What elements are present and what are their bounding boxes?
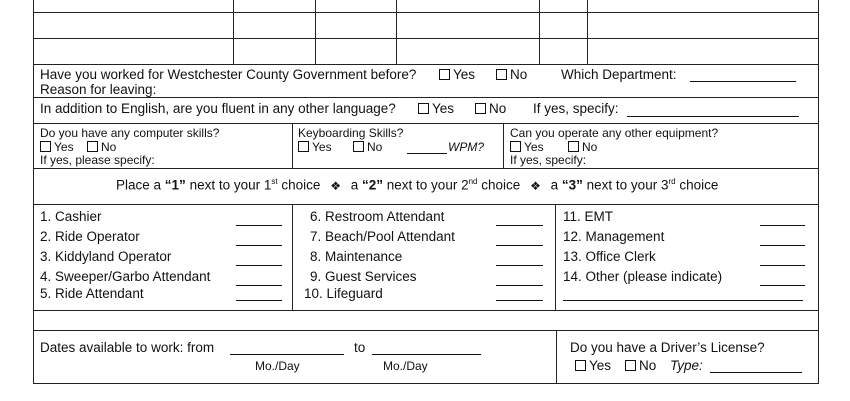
date-to-field[interactable] — [372, 354, 481, 355]
table-rule — [396, 0, 397, 64]
checkbox-icon[interactable] — [475, 103, 486, 114]
row-divider — [33, 123, 819, 124]
checkbox-icon[interactable] — [625, 360, 636, 371]
checkbox-icon[interactable] — [510, 141, 521, 152]
computer-no-label: No — [101, 140, 117, 154]
license-no-label: No — [639, 358, 657, 373]
choice-text: a — [350, 177, 359, 193]
position-item: 12. Management — [563, 229, 665, 244]
choice-text: choice — [481, 177, 521, 193]
table-cell[interactable] — [34, 13, 232, 37]
table-rule — [233, 0, 234, 64]
q-language: In addition to English, are you fluent in any other language? — [40, 101, 396, 116]
choice-text: next to your 2 — [386, 177, 469, 193]
table-rule — [33, 64, 819, 65]
license-yes-option[interactable] — [575, 358, 611, 373]
lang-no-label: No — [489, 101, 507, 116]
equipment-yes-option[interactable] — [510, 140, 544, 154]
equipment-specify-label: If yes, specify: — [510, 153, 587, 167]
rank-field[interactable] — [760, 285, 805, 286]
col-divider — [292, 123, 293, 168]
table-rule — [539, 0, 540, 64]
keyboard-no-label: No — [367, 140, 383, 154]
col-divider — [503, 123, 504, 168]
row-divider — [33, 97, 819, 98]
choice-text: nd — [468, 177, 478, 186]
row-divider — [33, 168, 819, 169]
rank-field[interactable] — [496, 300, 543, 301]
checkbox-icon[interactable] — [418, 103, 429, 114]
checkbox-icon[interactable] — [439, 69, 450, 80]
choice-text: Place a — [116, 177, 162, 193]
row-divider — [33, 204, 819, 205]
choice-text: a — [550, 177, 559, 193]
lang-no-option[interactable] — [475, 101, 506, 116]
table-rule — [818, 0, 819, 64]
moday-hint: Mo./Day — [383, 359, 428, 373]
choice-text: “2” — [362, 177, 384, 193]
worked-no-label: No — [510, 67, 528, 82]
choice-instruction — [116, 177, 718, 193]
rank-field[interactable] — [496, 265, 543, 266]
col-divider — [292, 204, 293, 310]
q-worked-before — [40, 67, 416, 82]
rank-field[interactable] — [760, 265, 805, 266]
table-rule — [315, 0, 316, 64]
rank-field[interactable] — [496, 285, 543, 286]
checkbox-icon[interactable] — [353, 141, 364, 152]
which-department-label: Which Department: — [561, 67, 677, 82]
position-item: 11. EMT — [563, 209, 614, 224]
row-divider — [33, 330, 819, 331]
checkbox-icon[interactable] — [40, 141, 51, 152]
col-divider — [556, 330, 557, 383]
choice-text: choice — [679, 177, 719, 193]
rank-field[interactable] — [496, 245, 543, 246]
frame-left — [33, 64, 34, 384]
equipment-no-option[interactable] — [568, 140, 597, 154]
computer-yes-option[interactable] — [40, 140, 74, 154]
license-type-field[interactable] — [710, 372, 802, 373]
position-item: 9. Guest Services — [310, 269, 417, 284]
frame-bottom — [33, 383, 819, 384]
rank-field[interactable] — [236, 300, 282, 301]
q-worked-text: Have you worked for Westchester County Government before? — [40, 67, 417, 82]
frame-right — [818, 64, 819, 384]
choice-text: “1” — [164, 177, 186, 193]
rank-field[interactable] — [760, 225, 805, 226]
language-field[interactable] — [627, 116, 799, 117]
reason-for-leaving-label: Reason for leaving: — [40, 82, 157, 97]
rank-field[interactable] — [236, 285, 282, 286]
position-item: 2. Ride Operator — [40, 229, 140, 244]
keyboarding-question: Keyboarding Skills? — [298, 126, 404, 140]
worked-no-option[interactable] — [496, 67, 527, 82]
row-divider — [33, 310, 819, 311]
checkbox-icon[interactable] — [496, 69, 507, 80]
position-item: 5. Ride Attendant — [40, 286, 144, 301]
rank-field[interactable] — [496, 225, 543, 226]
wpm-field[interactable] — [407, 153, 447, 154]
checkbox-icon[interactable] — [568, 141, 579, 152]
choice-text: rd — [668, 177, 676, 186]
equipment-yes-label: Yes — [524, 140, 544, 154]
checkbox-icon[interactable] — [87, 141, 98, 152]
position-item: 13. Office Clerk — [563, 249, 656, 264]
lang-yes-option[interactable] — [418, 101, 454, 116]
keyboard-yes-label: Yes — [312, 140, 332, 154]
choice-text: next to your 1 — [189, 177, 272, 193]
license-no-option[interactable] — [625, 358, 656, 373]
equipment-question: Can you operate any other equipment? — [510, 126, 719, 140]
computer-yes-label: Yes — [54, 140, 74, 154]
table-rule — [587, 0, 588, 64]
rank-field[interactable] — [760, 245, 805, 246]
position-item: 14. Other (please indicate) — [563, 269, 723, 284]
rank-field[interactable] — [236, 265, 282, 266]
lang-yes-label: Yes — [432, 101, 455, 116]
license-type-label: Type: — [670, 358, 703, 373]
table-cell[interactable] — [34, 39, 232, 63]
choice-text: “3” — [561, 177, 583, 193]
keyboard-yes-option[interactable] — [298, 140, 332, 154]
lang-specify-label: If yes, specify: — [533, 101, 619, 116]
choice-text: choice — [281, 177, 321, 193]
position-item: 3. Kiddyland Operator — [40, 249, 172, 264]
department-field[interactable] — [690, 81, 796, 82]
rank-field[interactable] — [236, 245, 282, 246]
position-item: 1. Cashier — [40, 209, 102, 224]
dates-to-label: to — [354, 340, 366, 355]
col-divider — [555, 204, 556, 310]
computer-specify-label: If yes, please specify: — [40, 153, 155, 167]
position-item: 8. Maintenance — [310, 249, 403, 264]
position-item: 7. Beach/Pool Attendant — [310, 229, 455, 244]
computer-no-option[interactable] — [87, 140, 116, 154]
diamond-icon: ❖ — [530, 178, 541, 193]
rank-field[interactable] — [236, 225, 282, 226]
other-position-field[interactable] — [563, 300, 803, 301]
worked-yes-option[interactable] — [439, 67, 475, 82]
position-item: 6. Restroom Attendant — [310, 209, 445, 224]
position-item: 4. Sweeper/Garbo Attendant — [40, 269, 211, 284]
license-yes-label: Yes — [589, 358, 612, 373]
keyboard-no-option[interactable] — [353, 140, 382, 154]
position-item: 10. Lifeguard — [304, 286, 383, 301]
computer-skills-question: Do you have any computer skills? — [40, 126, 220, 140]
equipment-no-label: No — [582, 140, 598, 154]
worked-yes-label: Yes — [453, 67, 476, 82]
diamond-icon: ❖ — [330, 178, 341, 193]
checkbox-icon[interactable] — [298, 141, 309, 152]
choice-text: next to your 3 — [586, 177, 669, 193]
dates-available-label: Dates available to work: from — [40, 340, 215, 355]
date-from-field[interactable] — [230, 354, 344, 355]
moday-hint: Mo./Day — [255, 359, 300, 373]
checkbox-icon[interactable] — [575, 360, 586, 371]
wpm-label: WPM? — [448, 140, 484, 154]
drivers-license-question: Do you have a Driver’s License? — [570, 340, 765, 355]
choice-text: st — [271, 177, 278, 186]
